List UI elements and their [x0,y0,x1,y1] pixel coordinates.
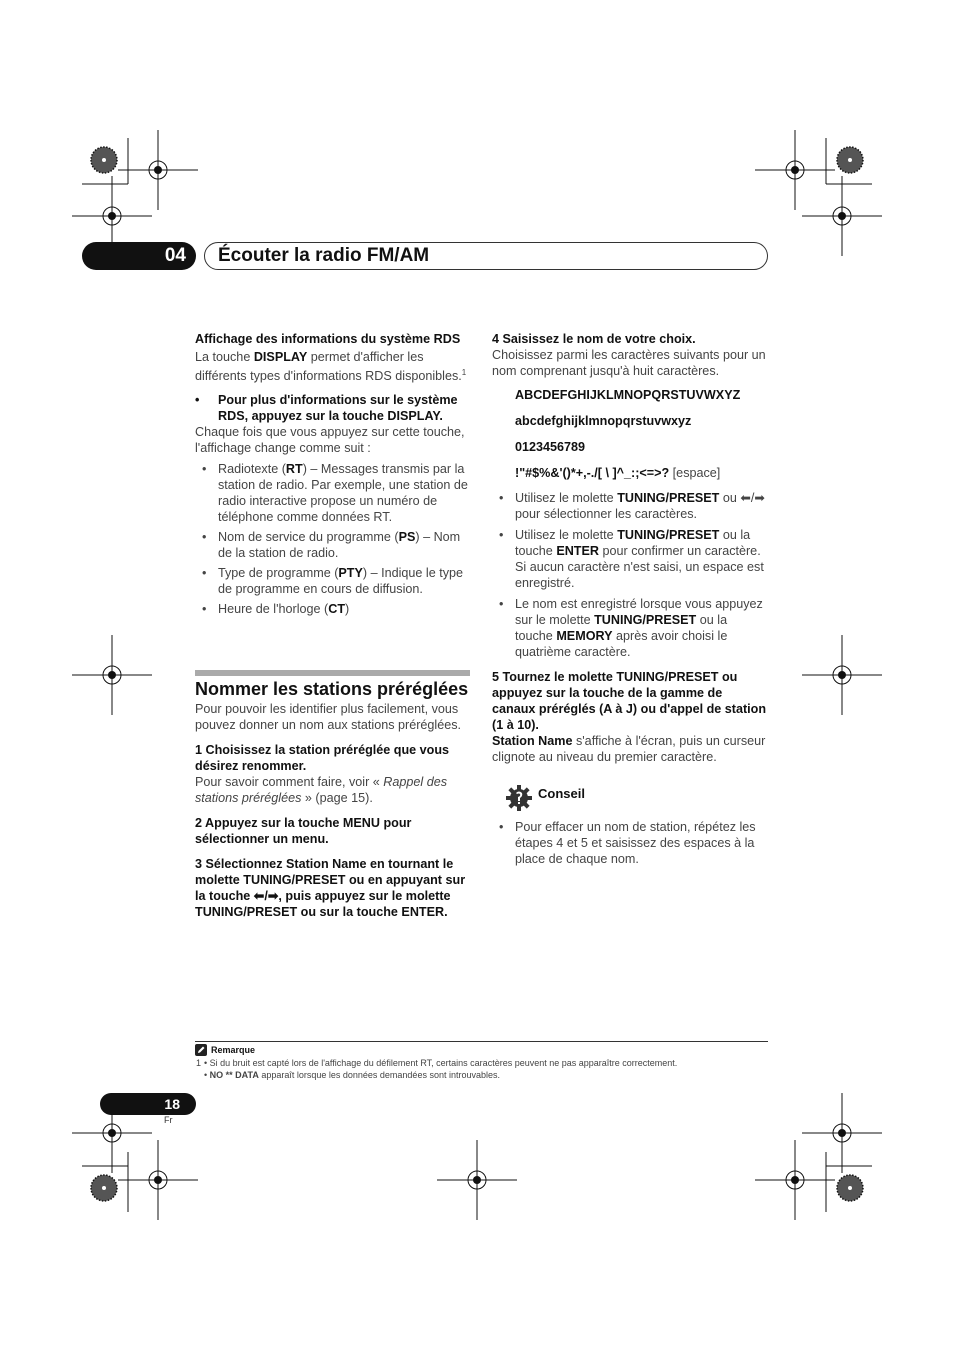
note-title: Remarque [211,1045,256,1055]
text: MEMORY [556,629,613,643]
text: permet d'afficher les différents types d'informations RDS disponibles. [195,350,462,384]
text: Radiotexte ( [218,462,286,477]
section-intro: Pour pouvoir les identifier plus facilement, vous pouvez donner un nom aux stations préréglées. [195,702,462,732]
step-text: Chaque fois que vous appuyez sur cette touche, l'affichage change comme suit : [195,425,465,456]
step-1-heading: 1 Choisissez la station préréglée que vous désirez renommer. [195,743,450,773]
text: Utilisez le molette [515,528,618,542]
text: La touche [195,350,254,364]
text: » (page 15). [301,791,373,805]
space-label: [espace] [669,466,721,480]
list-item [492,596,768,660]
step-3-heading: 3 Sélectionnez Station Name en tournant le molette TUNING/PRESET ou en appuyant sur la touche ⬅/➡, puis appuyez sur le molette TUNING/PRESET ou sur la touche ENTER. [195,857,466,919]
display-modes-list [195,461,470,617]
text: apparaît lorsque les données demandées sont introuvables. [258,1070,500,1080]
text: Station Name [492,734,573,748]
step-2-heading: 2 Appuyez sur la touche MENU pour sélectionner un menu. [195,816,412,846]
bullet: • [202,462,207,477]
language-code: Fr [164,1115,173,1125]
text: après avoir choisi le quatrième caractère. [515,629,728,659]
list-item [195,601,470,617]
note-pencil-icon [195,1044,207,1056]
note-1-number: 1 [196,1058,202,1068]
rds-heading: Affichage des informations du système RDS [195,332,461,346]
text: ENTER [556,544,599,558]
text: Pour plus d'informations sur le système RDS, appuyez sur la touche DISPLAY. [218,393,458,424]
section-bar [195,670,470,676]
text: Type de programme ( [218,566,339,581]
text: Utilisez le molette [515,491,618,505]
bullet: • [195,393,200,408]
bullet: • [499,491,504,505]
text: Nom de service du programme ( [218,530,399,545]
step-1-text [195,774,470,806]
left-column-top [195,331,470,617]
text: PTY [338,566,363,581]
text: RT [285,462,303,477]
text: Le nom est enregistré lorsque vous appuyez sur le molette [515,597,763,627]
footer-divider [195,1041,768,1042]
chars-symbols-line [515,465,768,481]
tip-list [492,819,768,867]
text: ) – Nom de la station de radio. [218,530,461,561]
bullet: • [202,602,207,617]
note-2 [204,1069,764,1081]
step-5-text [492,733,768,765]
bullet: • [499,820,504,834]
footnote-ref: 1 [461,368,467,377]
text: ) – Messages transmis par la station de radio. Par exemple, une station de radio interactive propose un numéro de téléphone comme données RT. [218,462,468,525]
tip-header [492,785,768,811]
page-number: 18 [100,1093,196,1115]
left-column-bottom [195,701,470,920]
bullet: • [499,597,504,611]
text: NO ** DATA [209,1070,259,1080]
text: PS [398,530,416,545]
chapter-number-badge: 04 [82,242,196,270]
list-item [195,565,470,597]
text: ou la touche [515,528,751,558]
chapter-title: Écouter la radio FM/AM [218,245,430,266]
text: s'affiche à l'écran, puis un curseur clignote au niveau du premier caractère. [492,734,766,764]
chars-symbols: !"#$%&'()*+,-./[ \ ]^_:;<=>? [515,466,670,480]
text: ) – Indique le type de programme en cours de diffusion. [218,566,464,597]
section-title: Nommer les stations préréglées [195,679,469,699]
chars-lower: abcdefghijklmnopqrstuvwxyz [515,414,692,428]
text: Rappel des stations préréglées [195,775,447,805]
list-item [195,461,470,525]
text: TUNING/PRESET [617,528,720,542]
text: ) [345,602,350,617]
text: TUNING/PRESET [594,613,697,627]
bullet: • [202,566,207,581]
text: Pour effacer un nom de station, répétez les étapes 4 et 5 et saisissez des espaces à la place de chaque nom. [515,820,756,866]
step-4-heading: 4 Saisissez le nom de votre choix. [492,332,696,346]
step-5-heading: 5 Tournez le molette TUNING/PRESET ou appuyez sur la touche de la gamme de canaux préréglés (A à J) ou d'appel de station (1 à 10). [492,670,767,732]
tip-gear-icon [506,785,532,811]
entry-instructions-list [492,490,768,660]
note-1: • Si du bruit est capté lors de l'affichage du défilement RT, certains caractères peuvent ne pas apparaître correctement. [204,1058,678,1068]
right-column [492,331,768,867]
text: ou ⬅/➡ pour sélectionner les caractères. [515,491,765,521]
text: ou la touche [515,613,728,643]
bullet: • [499,528,504,542]
list-item [492,490,768,522]
display-key: DISPLAY [253,350,308,364]
bullet: • [202,530,207,545]
list-item [492,819,768,867]
text: CT [328,602,346,617]
tip-title: Conseil [538,786,585,801]
text: • [204,1070,210,1080]
chars-upper: ABCDEFGHIJKLMNOPQRSTUVWXYZ [515,388,741,402]
list-item [195,529,470,561]
chars-digits: 0123456789 [515,440,586,454]
list-item [492,527,768,591]
text: TUNING/PRESET [617,491,720,505]
step-4-text: Choisissez parmi les caractères suivants pour un nom comprenant jusqu'à huit caractères. [492,348,766,378]
text: Pour savoir comment faire, voir « [195,775,384,789]
step-heading [195,392,470,424]
rds-paragraph [195,349,470,384]
text: Heure de l'horloge ( [218,602,329,617]
text: pour confirmer un caractère. Si aucun caractère n'est saisi, un espace est enregistré. [515,544,764,590]
